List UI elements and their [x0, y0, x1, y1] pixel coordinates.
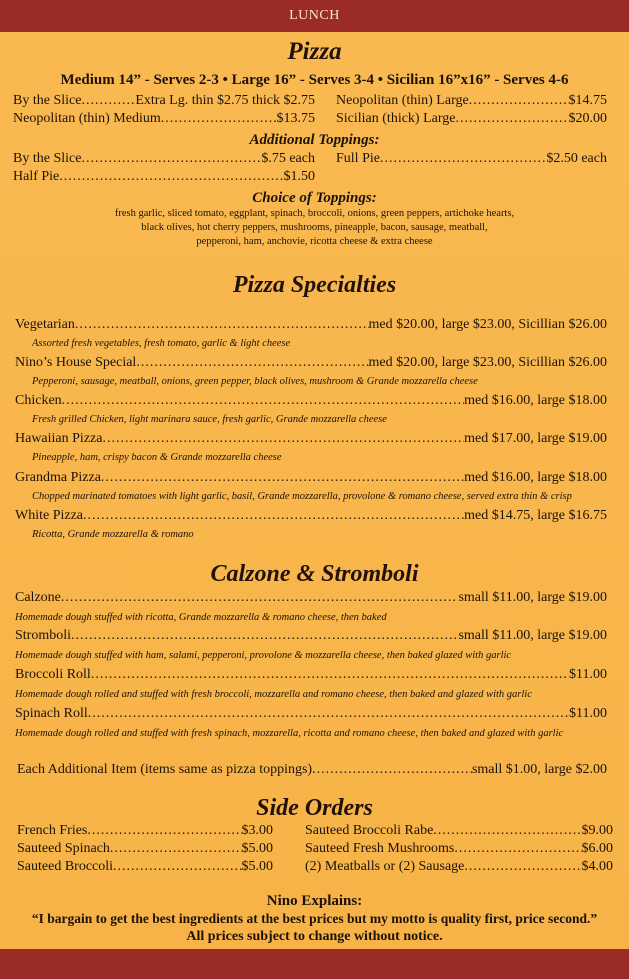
item-price: $1.50: [283, 169, 315, 184]
item-price: $5.00: [241, 859, 273, 874]
item-label: (2) Meatballs or (2) Sausage: [305, 859, 465, 874]
item-price: small $11.00, large $19.00: [458, 590, 607, 605]
item-price: med $16.00, large $18.00: [464, 470, 607, 485]
item-description: Homemade dough rolled and stuffed with fresh broccoli, mozzarella and romano cheese, then baked and glazed with garlic: [15, 689, 532, 700]
toppings-title: Additional Toppings:: [249, 132, 380, 148]
dot-leader: [81, 151, 261, 167]
item-label: Sicilian (thick) Large: [336, 111, 456, 126]
sides-title: Side Orders: [256, 795, 373, 821]
choice-line: black olives, hot cherry peppers, mushrooms, pineapple, bacon, sausage, meatball,: [141, 222, 488, 233]
menu-item: [336, 111, 607, 127]
item-price: med $17.00, large $19.00: [464, 431, 607, 446]
item-price: $4.00: [581, 859, 613, 874]
menu-item: [13, 93, 315, 109]
footer-quote: “I bargain to get the best ingredients at the best prices but my motto is quality first, price second.”: [31, 911, 598, 926]
menu-item: [336, 93, 607, 109]
item-price: $13.75: [276, 111, 315, 126]
item-label: White Pizza: [15, 508, 84, 523]
dot-leader: [101, 470, 464, 486]
dot-leader: [136, 355, 368, 371]
item-price: small $11.00, large $19.00: [458, 628, 607, 643]
item-label: Each Additional Item (items same as pizza toppings): [17, 762, 313, 777]
dot-leader: [81, 93, 135, 109]
item-description: Pineapple, ham, crispy bacon & Grande mozzarella cheese: [32, 452, 282, 463]
menu-item: [15, 667, 607, 683]
menu-item: [15, 628, 607, 644]
item-price: Extra Lg. thin $2.75 thick $2.75: [135, 93, 315, 108]
menu-item: [13, 111, 315, 127]
menu-item: [15, 317, 607, 333]
dot-leader: [433, 823, 581, 839]
dot-leader: [91, 667, 569, 683]
dot-leader: [161, 111, 277, 127]
item-description: Pepperoni, sausage, meatball, onions, green pepper, black olives, mushroom & Grande mozzarella cheese: [32, 376, 478, 387]
menu-item: [17, 762, 607, 778]
menu-item: [305, 841, 613, 857]
footer-notice: All prices subject to change without notice.: [186, 929, 443, 944]
item-label: Grandma Pizza: [15, 470, 101, 485]
menu-item: [15, 706, 607, 722]
item-label: French Fries: [17, 823, 88, 838]
choice-line: fresh garlic, sliced tomato, eggplant, spinach, broccoli, onions, green peppers, artichoke hearts,: [114, 208, 515, 219]
dot-leader: [59, 169, 283, 185]
item-label: Sauteed Broccoli: [17, 859, 114, 874]
item-label: Full Pie: [336, 151, 380, 166]
menu-item: [305, 823, 613, 839]
menu-item: [13, 151, 315, 167]
dot-leader: [75, 317, 369, 333]
item-description: Ricotta, Grande mozzarella & romano: [32, 529, 194, 540]
menu-item: [336, 151, 607, 167]
item-description: Homemade dough stuffed with ham, salami, pepperoni, provolone & mozzarella cheese, then baked glazed with garlic: [15, 650, 512, 661]
menu-item: [15, 590, 607, 606]
menu-item: [15, 470, 607, 486]
menu-item: [15, 431, 607, 447]
item-label: Neopolitan (thin) Large: [336, 93, 469, 108]
menu-item: [17, 859, 273, 875]
dot-leader: [62, 393, 465, 409]
item-label: By the Slice: [13, 151, 82, 166]
dot-leader: [102, 431, 464, 447]
calzone-title: Calzone & Stromboli: [210, 561, 419, 587]
item-description: Fresh grilled Chicken, light marinara sauce, fresh garlic, Grande mozzarella cheese: [32, 414, 387, 425]
item-label: Broccoli Roll: [15, 667, 91, 682]
item-description: Homemade dough stuffed with ricotta, Grande mozzarella & romano cheese, then baked: [15, 612, 387, 623]
footer-title: Nino Explains:: [266, 893, 363, 909]
item-label: Spinach Roll: [15, 706, 88, 721]
dot-leader: [455, 111, 568, 127]
dot-leader: [113, 859, 241, 875]
item-price: $11.00: [569, 667, 607, 682]
item-price: small $1.00, large $2.00: [471, 762, 607, 777]
specialties-title: Pizza Specialties: [232, 272, 397, 298]
item-price: $3.00: [241, 823, 273, 838]
item-price: $9.00: [581, 823, 613, 838]
header-bar: [0, 0, 629, 32]
pizza-title: Pizza: [287, 38, 342, 65]
item-label: Nino’s House Special: [15, 355, 137, 370]
item-price: $2.50 each: [546, 151, 607, 166]
menu-item: [13, 169, 315, 185]
dot-leader: [71, 628, 458, 644]
footer-bar: [0, 949, 629, 979]
item-label: Stromboli: [15, 628, 72, 643]
item-description: Homemade dough rolled and stuffed with fresh spinach, mozzarella, ricotta and romano cheese, then baked and glazed with garlic: [15, 728, 564, 739]
item-label: Chicken: [15, 393, 62, 408]
item-price: med $20.00, large $23.00, Sicillian $26.00: [368, 355, 607, 370]
item-label: Sauteed Fresh Mushrooms: [305, 841, 455, 856]
choice-title: Choice of Toppings:: [252, 190, 377, 206]
item-price: $.75 each: [261, 151, 315, 166]
dot-leader: [312, 762, 472, 778]
dot-leader: [469, 93, 569, 109]
menu-item: [17, 823, 273, 839]
item-label: Sauteed Broccoli Rabe: [305, 823, 434, 838]
dot-leader: [110, 841, 242, 857]
dot-leader: [83, 508, 464, 524]
item-description: Chopped marinated tomatoes with light garlic, basil, Grande mozzarella, provolone & romano cheese, served extra thin & crisp: [32, 491, 572, 502]
item-price: $11.00: [569, 706, 607, 721]
dot-leader: [454, 841, 581, 857]
dot-leader: [88, 706, 569, 722]
item-price: med $20.00, large $23.00, Sicillian $26.00: [368, 317, 607, 332]
menu-item: [15, 508, 607, 524]
choice-line: pepperoni, ham, anchovie, ricotta cheese & extra cheese: [196, 236, 433, 247]
dot-leader: [380, 151, 546, 167]
menu-item: [305, 859, 613, 875]
item-label: Half Pie: [13, 169, 60, 184]
dot-leader: [87, 823, 241, 839]
item-price: $5.00: [241, 841, 273, 856]
dot-leader: [464, 859, 581, 875]
item-label: Calzone: [15, 590, 61, 605]
menu-item: [15, 355, 607, 371]
menu-item: [17, 841, 273, 857]
item-description: Assorted fresh vegetables, fresh tomato, garlic & light cheese: [32, 338, 291, 349]
item-price: $14.75: [568, 93, 607, 108]
item-label: Hawaiian Pizza: [15, 431, 103, 446]
item-label: Neopolitan (thin) Medium: [13, 111, 161, 126]
item-label: Vegetarian: [15, 317, 75, 332]
header-title: LUNCH: [289, 8, 340, 23]
item-price: $20.00: [568, 111, 607, 126]
item-label: By the Slice: [13, 93, 82, 108]
pizza-sizes: Medium 14” - Serves 2-3 • Large 16” - Serves 3-4 • Sicilian 16”x16” - Serves 4-6: [60, 72, 569, 88]
item-price: med $16.00, large $18.00: [464, 393, 607, 408]
item-price: $6.00: [581, 841, 613, 856]
item-label: Sauteed Spinach: [17, 841, 110, 856]
item-price: med $14.75, large $16.75: [464, 508, 607, 523]
dot-leader: [61, 590, 459, 606]
menu-item: [15, 393, 607, 409]
